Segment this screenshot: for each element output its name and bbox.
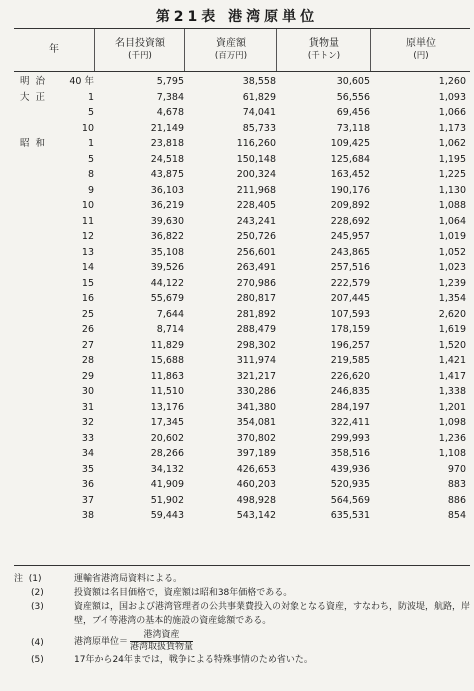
table-row: [14, 508, 470, 524]
row-year: 28: [81, 355, 94, 366]
row-unit-value: 1,062: [438, 138, 466, 149]
row-assets: 370,802: [236, 432, 276, 444]
row-cargo: 358,516: [330, 448, 370, 459]
row-investment: 41,909: [150, 479, 184, 490]
row-cargo: 226,620: [330, 370, 370, 382]
row-assets: 61,829: [242, 91, 276, 103]
row-unit-value: 1,338: [438, 386, 466, 397]
row-unit-value: 2,620: [438, 308, 466, 320]
row-cargo: 196,257: [330, 339, 370, 351]
row-investment: 11,829: [150, 339, 184, 351]
note-5: (5) 17年から24年までは，戦争による特殊事情のため省いた。: [31, 655, 313, 665]
table-row: [14, 105, 470, 121]
row-year: 27: [81, 339, 94, 351]
row-investment: 23,818: [150, 138, 184, 149]
row-investment: 34,132: [150, 463, 184, 475]
row-unit-value: 970: [447, 463, 466, 475]
row-investment: 39,630: [150, 215, 184, 227]
row-investment: 39,526: [150, 262, 184, 273]
row-year: 32: [81, 417, 94, 428]
row-year: 16: [81, 293, 94, 304]
row-year: 34: [81, 448, 94, 459]
row-assets: 116,260: [236, 138, 276, 149]
table-row: [14, 400, 470, 416]
row-assets: 85,733: [242, 122, 276, 134]
row-assets: 211,968: [236, 184, 276, 196]
header-assets: 資産額 (百万円): [184, 29, 277, 71]
row-cargo: 30,605: [336, 76, 370, 87]
row-cargo: 635,531: [330, 510, 370, 521]
row-cargo: 564,569: [330, 494, 370, 506]
row-investment: 7,644: [156, 308, 184, 320]
row-assets: 498,928: [236, 494, 276, 506]
row-unit-value: 1,201: [438, 401, 466, 413]
row-era: 昭和: [20, 138, 52, 149]
row-year: 38: [81, 510, 94, 521]
note-1: 注 (1) 運輸省港湾局資料による。: [14, 574, 183, 584]
row-cargo: 207,445: [330, 293, 370, 304]
row-assets: 280,817: [236, 293, 276, 304]
row-year: 25: [81, 308, 94, 320]
table-row: [14, 415, 470, 431]
row-assets: 288,479: [236, 324, 276, 335]
row-unit-value: 1,195: [438, 153, 466, 165]
table-row: [14, 477, 470, 493]
table-header: [14, 28, 470, 72]
header-year: 年: [49, 44, 59, 55]
row-assets: 341,380: [236, 401, 276, 413]
row-cargo: 222,579: [330, 277, 370, 289]
row-assets: 311,974: [236, 355, 276, 366]
row-investment: 20,602: [150, 432, 184, 444]
row-year: 33: [81, 432, 94, 444]
table-row: [14, 245, 470, 261]
table-row: [14, 214, 470, 230]
row-unit-value: 1,236: [438, 432, 466, 444]
row-investment: 11,863: [150, 370, 184, 382]
row-year: 35: [81, 463, 94, 475]
table-row: [14, 369, 470, 385]
row-assets: 330,286: [236, 386, 276, 397]
row-cargo: 219,585: [330, 355, 370, 366]
table-row: [14, 198, 470, 214]
row-cargo: 228,692: [330, 215, 370, 227]
row-year: 10: [81, 122, 94, 134]
row-year: 37: [81, 494, 94, 506]
row-unit-value: 1,173: [438, 122, 466, 134]
row-assets: 228,405: [236, 200, 276, 211]
table-title: 第21表 港湾原単位: [155, 9, 319, 25]
row-investment: 5,795: [156, 76, 184, 87]
row-unit-value: 1,225: [438, 169, 466, 180]
row-unit-value: 1,052: [438, 246, 466, 258]
table-row: [14, 229, 470, 245]
table-row: [14, 493, 470, 509]
table-row: [14, 291, 470, 307]
row-cargo: 284,197: [330, 401, 370, 413]
row-unit-value: 1,354: [438, 293, 466, 304]
row-assets: 321,217: [236, 370, 276, 382]
row-cargo: 209,892: [330, 200, 370, 211]
table-row: [14, 462, 470, 478]
row-year: 30: [81, 386, 94, 397]
table-row: [14, 307, 470, 323]
row-year: 14: [81, 262, 94, 273]
row-unit-value: 1,019: [438, 231, 466, 242]
header-investment: 名目投資額 (千円): [94, 29, 185, 71]
row-investment: 8,714: [156, 324, 184, 335]
table-row: [14, 74, 470, 90]
row-year: 5: [87, 153, 94, 165]
row-investment: 36,822: [150, 231, 184, 242]
row-cargo: 125,684: [330, 153, 370, 165]
table-row: [14, 431, 470, 447]
row-assets: 200,324: [236, 169, 276, 180]
row-unit-value: 1,260: [438, 76, 466, 87]
row-unit-value: 1,023: [438, 262, 466, 273]
row-assets: 298,302: [236, 339, 276, 351]
row-unit-value: 886: [447, 494, 466, 506]
row-year: 29: [81, 370, 94, 382]
table-row: [14, 322, 470, 338]
row-unit-value: 1,421: [438, 355, 466, 366]
row-assets: 250,726: [236, 231, 276, 242]
table-body: [14, 74, 470, 524]
row-assets: 243,241: [236, 215, 276, 227]
row-cargo: 243,865: [330, 246, 370, 258]
row-investment: 7,384: [156, 91, 184, 103]
table-row: [14, 183, 470, 199]
row-investment: 36,219: [150, 200, 184, 211]
table-row: [14, 384, 470, 400]
row-assets: 270,986: [236, 277, 276, 289]
row-assets: 256,601: [236, 246, 276, 258]
row-investment: 59,443: [150, 510, 184, 521]
row-cargo: 178,159: [330, 324, 370, 335]
row-cargo: 257,516: [330, 262, 370, 273]
row-year: 1: [87, 91, 94, 103]
row-cargo: 163,452: [330, 169, 370, 180]
row-investment: 4,678: [156, 107, 184, 118]
row-year: 26: [81, 324, 94, 335]
row-era: 大正: [20, 91, 52, 103]
row-investment: 24,518: [150, 153, 184, 165]
table-row: [14, 276, 470, 292]
row-investment: 35,108: [150, 246, 184, 258]
row-investment: 36,103: [150, 184, 184, 196]
row-investment: 15,688: [150, 355, 184, 366]
row-cargo: 439,936: [330, 463, 370, 475]
row-unit-value: 854: [447, 510, 466, 521]
row-cargo: 73,118: [336, 122, 370, 134]
row-cargo: 246,835: [330, 386, 370, 397]
row-assets: 74,041: [242, 107, 276, 118]
row-assets: 38,558: [242, 76, 276, 87]
table-row: [14, 152, 470, 168]
row-unit-value: 1,066: [438, 107, 466, 118]
row-assets: 426,653: [236, 463, 276, 475]
row-year: 9: [87, 184, 94, 196]
row-investment: 51,902: [150, 494, 184, 506]
row-unit-value: 1,108: [438, 448, 466, 459]
row-cargo: 109,425: [330, 138, 370, 149]
row-unit-value: 1,619: [438, 324, 466, 335]
row-investment: 28,266: [150, 448, 184, 459]
row-unit-value: 1,088: [438, 200, 466, 211]
row-unit-value: 1,417: [438, 370, 466, 382]
row-investment: 21,149: [150, 122, 184, 134]
table-row: [14, 338, 470, 354]
row-assets: 460,203: [236, 479, 276, 490]
row-year: 40 年: [69, 76, 94, 87]
row-cargo: 299,993: [330, 432, 370, 444]
row-year: 36: [81, 479, 94, 490]
row-year: 15: [81, 277, 94, 289]
row-era: 明治: [20, 76, 52, 87]
row-assets: 354,081: [236, 417, 276, 428]
row-assets: 263,491: [236, 262, 276, 273]
row-investment: 17,345: [150, 417, 184, 428]
row-cargo: 56,556: [336, 91, 370, 103]
row-investment: 13,176: [150, 401, 184, 413]
row-cargo: 245,957: [330, 231, 370, 242]
row-cargo: 107,593: [330, 308, 370, 320]
table-bottom-rule: [14, 565, 470, 566]
table-row: [14, 353, 470, 369]
row-investment: 43,875: [150, 169, 184, 180]
header-cargo: 貨物量 (千トン): [276, 29, 371, 71]
row-unit-value: 1,098: [438, 417, 466, 428]
table-row: [14, 121, 470, 137]
table-row: [14, 260, 470, 276]
table-row: [14, 167, 470, 183]
row-assets: 543,142: [236, 510, 276, 521]
unit-formula-fraction: $\frac{\text{港湾資産}}{\text{港湾取扱貨物量}}$: [130, 630, 194, 652]
table-row: [14, 136, 470, 152]
row-cargo: 520,935: [330, 479, 370, 490]
row-year: 31: [81, 401, 94, 413]
row-investment: 44,122: [150, 277, 184, 289]
row-investment: 55,679: [150, 293, 184, 304]
row-cargo: 190,176: [330, 184, 370, 196]
row-unit-value: 1,064: [438, 215, 466, 227]
header-unit-value: 原単位 (円): [370, 29, 471, 71]
table-row: [14, 90, 470, 106]
row-assets: 150,148: [236, 153, 276, 165]
row-unit-value: 1,520: [438, 339, 466, 351]
row-cargo: 322,411: [330, 417, 370, 428]
row-assets: 397,189: [236, 448, 276, 459]
row-unit-value: 1,239: [438, 277, 466, 289]
row-year: 12: [81, 231, 94, 242]
row-unit-value: 1,130: [438, 184, 466, 196]
row-unit-value: 1,093: [438, 91, 466, 103]
note-3: (3) 資産額は，国および港湾管理者の公共事業費投入の対象となる資産，すなわち，防波堤，航路，岸壁，ブイ等港湾の基本的施設の資産総額である。: [31, 602, 471, 626]
table-row: [14, 446, 470, 462]
row-investment: 11,510: [150, 386, 184, 397]
note-4: (4) 港湾原単位＝ $\frac{\text{港湾資産}}{\text{港湾取扱貨物量}}$: [31, 630, 194, 652]
row-year: 8: [87, 169, 94, 180]
note-2: (2) 投資額は名目価格で，資産額は昭和38年価格である。: [31, 588, 293, 598]
row-unit-value: 883: [447, 479, 466, 490]
row-year: 1: [87, 138, 94, 149]
row-year: 5: [87, 107, 94, 118]
footnotes: [14, 572, 470, 667]
row-year: 10: [81, 200, 94, 211]
row-cargo: 69,456: [336, 107, 370, 118]
row-year: 11: [81, 215, 94, 227]
row-assets: 281,892: [236, 308, 276, 320]
row-year: 13: [81, 246, 94, 258]
